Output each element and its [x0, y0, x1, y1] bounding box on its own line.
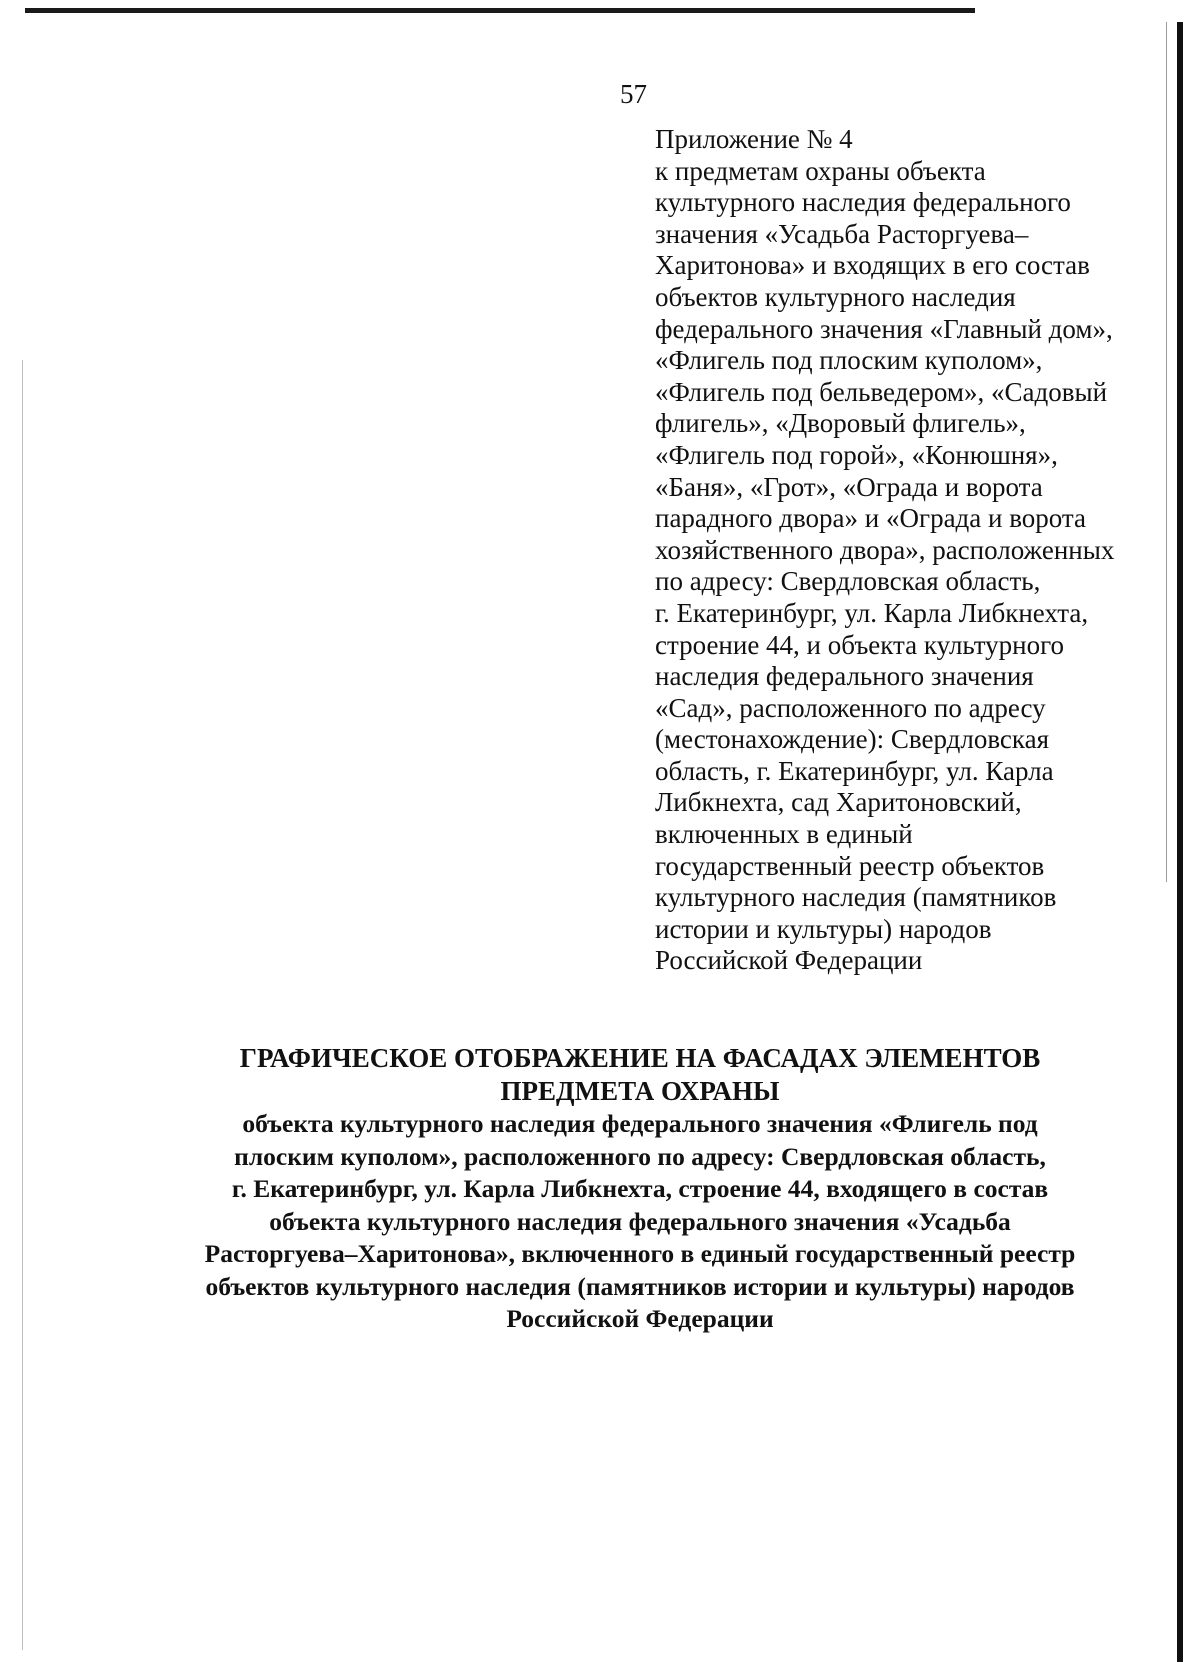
- heading-subtitle-line: г. Екатеринбург, ул. Карла Либкнехта, строение 44, входящего в состав: [231, 1174, 1049, 1203]
- appendix-line: парадного двора» и «Ограда и ворота: [655, 503, 1087, 534]
- appendix-line: истории и культуры) народов: [655, 913, 992, 944]
- appendix-line: флигель», «Дворовый флигель»,: [655, 408, 1026, 439]
- appendix-line: Либкнехта, сад Харитоновский,: [655, 787, 1022, 818]
- page-number: 57: [620, 79, 647, 109]
- appendix-line: область, г. Екатеринбург, ул. Карла: [655, 755, 1054, 786]
- appendix-line: «Баня», «Грот», «Ограда и ворота: [655, 471, 1043, 502]
- heading-title-line: ГРАФИЧЕСКОЕ ОТОБРАЖЕНИЕ НА ФАСАДАХ ЭЛЕМЕНТОВ: [239, 1043, 1041, 1073]
- appendix-line: «Флигель под бельведером», «Садовый: [655, 376, 1108, 407]
- appendix-line: культурного наследия федерального: [655, 187, 1071, 218]
- appendix-line: к предметам охраны объекта: [655, 155, 986, 186]
- appendix-line: Приложение № 4: [655, 124, 853, 154]
- heading-subtitle-line: объекта культурного наследия федерального значения «Усадьба: [269, 1206, 1011, 1236]
- heading-subtitle-line: Российской Федерации: [506, 1304, 774, 1333]
- heading-subtitle-line: плоским куполом», расположенного по адресу: Свердловская область,: [234, 1141, 1046, 1171]
- appendix-reference-block: [655, 124, 1165, 977]
- scan-left-thin-line: [22, 360, 23, 1650]
- appendix-line: значения «Усадьба Расторгуева–: [655, 218, 1029, 249]
- document-heading: [150, 1042, 1130, 1336]
- appendix-line: хозяйственного двора», расположенных: [655, 534, 1115, 565]
- appendix-line: государственный реестр объектов: [655, 850, 1045, 881]
- appendix-line: Российской Федерации: [655, 945, 923, 976]
- appendix-line: Харитонова» и входящих в его состав: [655, 250, 1090, 281]
- appendix-line: федерального значения «Главный дом»,: [655, 313, 1113, 344]
- scan-right-edge-bar: [1177, 22, 1183, 1662]
- appendix-line: культурного наследия (памятников: [655, 882, 1057, 913]
- appendix-line: «Сад», расположенного по адресу: [655, 692, 1046, 723]
- appendix-line: наследия федерального значения: [655, 661, 1034, 692]
- appendix-line: по адресу: Свердловская область,: [655, 566, 1041, 597]
- heading-subtitle-line: Расторгуева–Харитонова», включенного в единый государственный реестр: [204, 1239, 1076, 1268]
- appendix-line: включенных в единый: [655, 819, 913, 850]
- appendix-line: (местонахождение): Свердловская: [655, 724, 1050, 755]
- scan-right-thin-line: [1166, 22, 1167, 882]
- heading-title-line: ПРЕДМЕТА ОХРАНЫ: [500, 1076, 780, 1106]
- appendix-line: строение 44, и объекта культурного: [655, 629, 1064, 660]
- appendix-line: объектов культурного наследия: [655, 281, 1016, 312]
- heading-subtitle-line: объектов культурного наследия (памятников истории и культуры) народов: [205, 1271, 1075, 1301]
- scan-top-edge-line: [25, 8, 975, 13]
- heading-subtitle-line: объекта культурного наследия федерального значения «Флигель под: [242, 1109, 1038, 1138]
- appendix-line: г. Екатеринбург, ул. Карла Либкнехта,: [655, 597, 1089, 628]
- appendix-line: «Флигель под плоским куполом»,: [655, 345, 1043, 376]
- appendix-line: «Флигель под горой», «Конюшня»,: [655, 439, 1058, 470]
